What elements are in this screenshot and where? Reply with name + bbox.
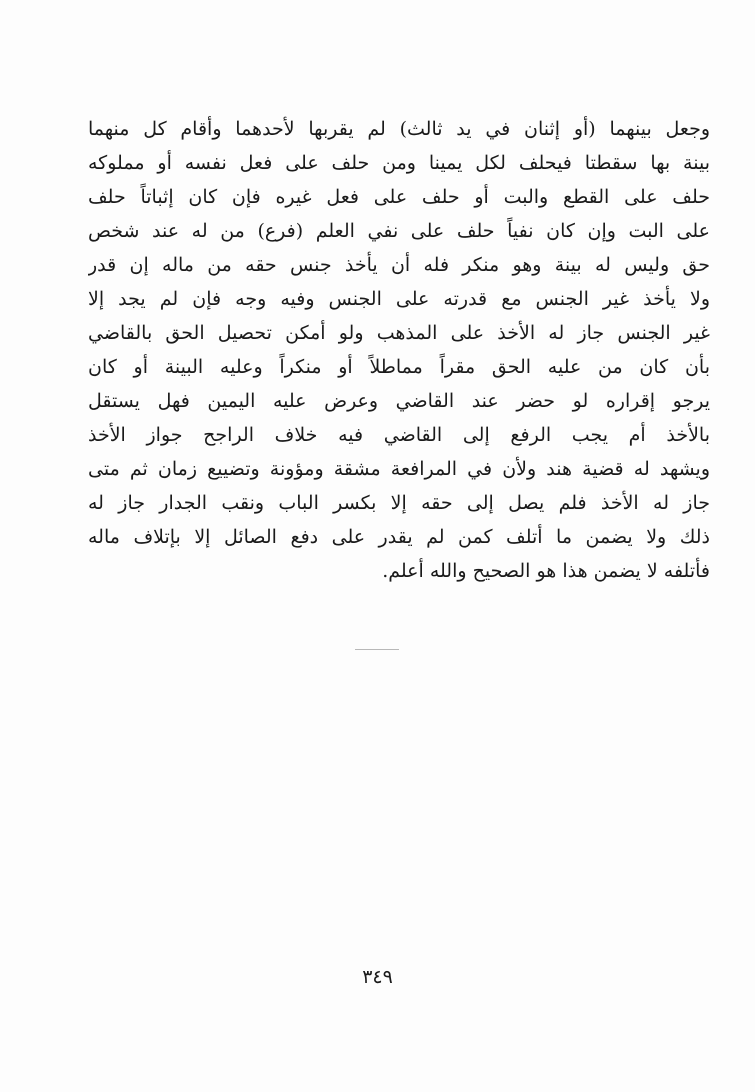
text-line: ذلك ولا يضمن ما أتلف كمن لم يقدر على دفع الصائل إلا بإتلاف ماله	[88, 526, 710, 548]
text-line: ولا يأخذ غير الجنس مع قدرته على الجنس وفيه وجه فإن لم يجد إلا	[88, 288, 710, 310]
text-line: غير الجنس جاز له الأخذ على المذهب ولو أمكن تحصيل الحق بالقاضي	[88, 322, 710, 344]
text-line: بأن كان من عليه الحق مقراً مماطلاً أو منكراً وعليه البينة أو كان	[88, 356, 710, 378]
text-line: حلف على القطع والبت أو حلف على فعل غيره فإن كان إثباتاً حلف	[88, 186, 710, 208]
text-line: بالأخذ أم يجب الرفع إلى القاضي فيه خلاف الراجح جواز الأخذ	[88, 424, 710, 446]
text-line: حق وليس له بينة وهو منكر فله أن يأخذ جنس حقه من ماله إن قدر	[88, 254, 710, 276]
body-text	[88, 112, 710, 588]
text-line: بينة بها سقطتا فيحلف لكل يمينا ومن حلف على فعل نفسه أو مملوكه	[88, 152, 710, 174]
text-line: وجعل بينهما (أو إثنان في يد ثالث) لم يقربها لأحدهما وأقام كل منهما	[88, 118, 710, 140]
text-line: على البت وإن كان نفياً حلف على نفي العلم (فرع) من له عند شخص	[88, 220, 710, 242]
text-line: جاز له الأخذ فلم يصل إلى حقه إلا بكسر الباب ونقب الجدار جاز له	[88, 492, 710, 514]
text-line: ويشهد له قضية هند ولأن في المرافعة مشقة ومؤونة وتضييع زمان ثم متى	[88, 458, 710, 480]
page-number: ٣٤٩	[362, 966, 393, 988]
text-line: يرجو إقراره لو حضر عند القاضي وعرض عليه اليمين فهل يستقل	[88, 390, 710, 412]
section-divider	[355, 649, 399, 650]
text-line-last: فأتلفه لا يضمن هذا هو الصحيح والله أعلم.	[382, 560, 710, 582]
